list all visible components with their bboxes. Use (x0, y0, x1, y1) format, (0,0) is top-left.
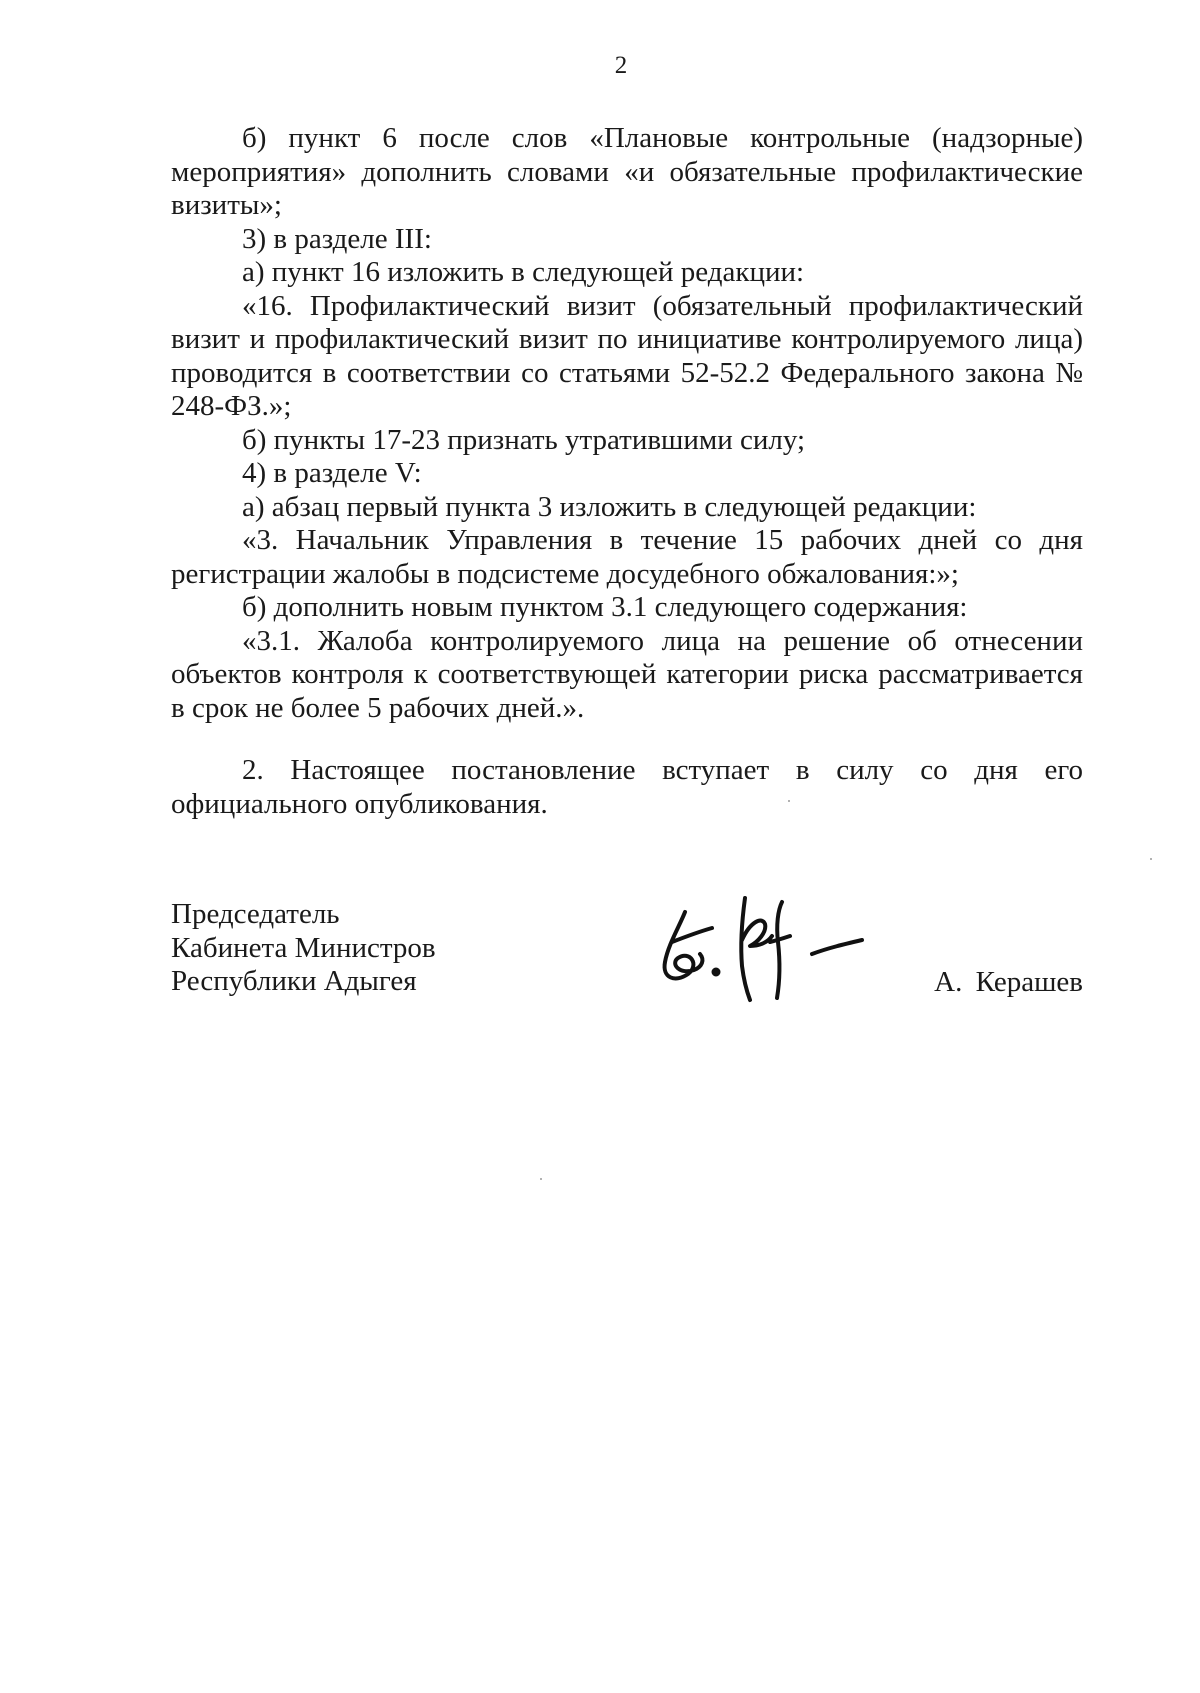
paragraph-entry-into-force: 2. Настоящее постановление вступает в силу со дня его официального опубликования. (171, 754, 1083, 820)
signatory-position-line: Республики Адыгея (171, 965, 417, 997)
scan-speck (540, 1178, 542, 1180)
signatory-position-line: Кабинета Министров (171, 931, 436, 964)
handwritten-signature (650, 880, 865, 1005)
document-body (171, 122, 1083, 821)
signatory-name: А. Керашев (934, 966, 1083, 998)
signatory-position-line: Председатель (171, 898, 340, 930)
signatory-position (171, 898, 436, 999)
page-number: 2 (614, 52, 628, 79)
paragraph-point-3-text: «3. Начальник Управления в течение 15 рабочих дней со дня регистрации жалобы в подсистеме досудебного обжалования:»; (171, 524, 1083, 590)
paragraph-section-5-heading: 4) в разделе V: (242, 457, 422, 489)
paragraph-section-5-a: а) абзац первый пункта 3 изложить в следующей редакции: (242, 490, 977, 523)
paragraph-section-3-heading: 3) в разделе III: (242, 222, 432, 255)
paragraph-point-16-text: «16. Профилактический визит (обязательный профилактический визит и профилактический визит по инициативе контролируемого лица) проводится в соответствии со статьями 52-52.2 Федерального закона № 248-ФЗ.»; (171, 289, 1083, 422)
paragraph-section-3-a: а) пункт 16 изложить в следующей редакции: (242, 256, 805, 288)
paragraph-amendment-b-point-6: б) пункт 6 после слов «Плановые контрольные (надзорные) мероприятия» дополнить словами «и обязательные профилактические визиты»; (171, 122, 1083, 221)
paragraph-point-3-1-text: «3.1. Жалоба контролируемого лица на решение об отнесении объектов контроля к соответствующей категории риска рассматривается в срок не более 5 рабочих дней.». (171, 624, 1083, 724)
paragraph-section-3-b: б) пункты 17-23 признать утратившими силу; (242, 423, 806, 456)
scan-speck (788, 800, 790, 802)
scan-speck (1150, 858, 1152, 860)
paragraph-section-5-b: б) дополнить новым пунктом 3.1 следующего содержания: (242, 591, 968, 623)
